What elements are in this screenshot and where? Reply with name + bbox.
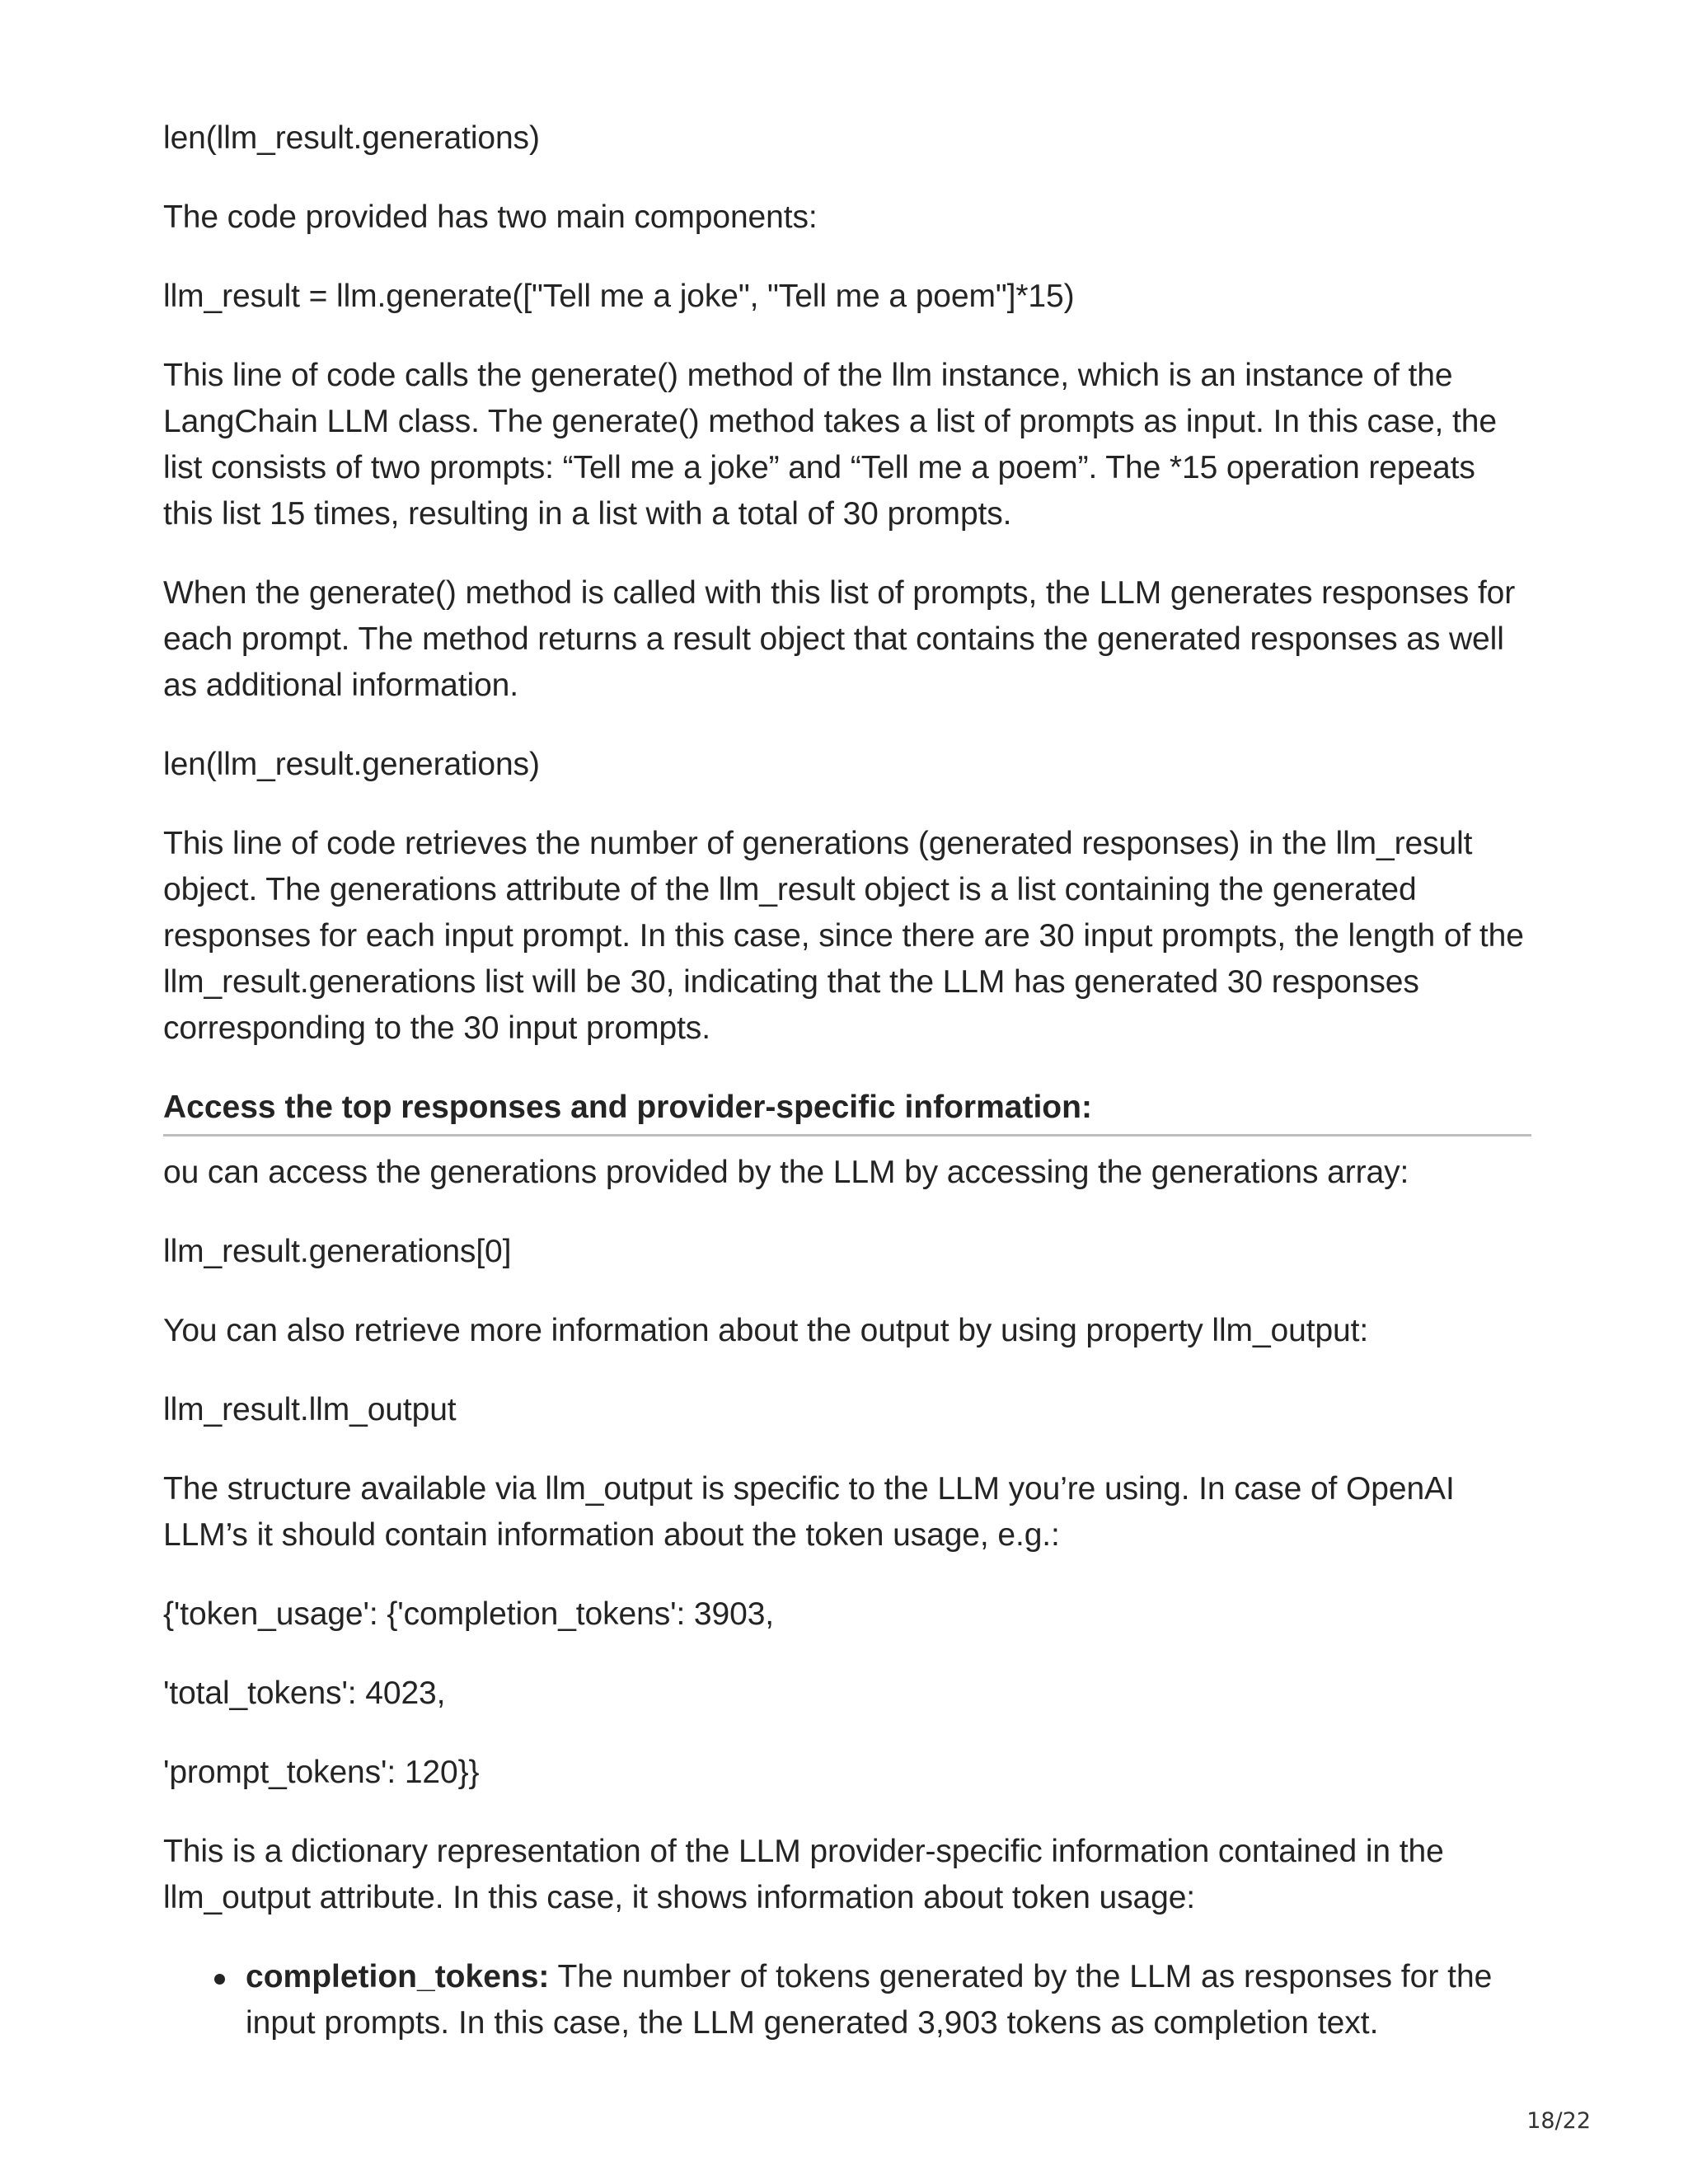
- bullet-icon: [214, 1974, 225, 1985]
- paragraph-intro: The code provided has two main components:: [163, 199, 818, 235]
- paragraph-len-explanation: This line of code retrieves the number of generations (generated responses) in the llm_result object. The generations attribute of the llm_result object is a list containing the generated responses for each input prompt. In this case, since there are 30 input prompts, the length of the llm_result.generations list will be 30, indicating that the LLM has generated 30 responses corresponding to the 30 input prompts.: [163, 826, 1524, 1046]
- bullet-text: The number of tokens generated by the LLM as responses for the input prompts. In this case, the LLM generated 3,903 tokens as completion text.: [246, 1959, 1493, 2041]
- paragraph-code-len-generations-2: len(llm_result.generations): [163, 747, 540, 782]
- paragraph-generate-explanation: This line of code calls the generate() method of the llm instance, which is an instance of the LangChain LLM class. The generate() method takes a list of prompts as input. In this case, the list consists of two prompts: “Tell me a joke” and “Tell me a poem”. The *15 operation repeats this list 15 times, resulting in a list with a total of 30 prompts.: [163, 358, 1497, 532]
- list-item: [246, 1954, 1531, 2046]
- page-number: 18/22: [1526, 2108, 1591, 2134]
- paragraph-dictionary-explanation: This is a dictionary representation of the LLM provider-specific information contained in the llm_output attribute. In this case, it shows information about token usage:: [163, 1834, 1444, 1915]
- paragraph-code-generate: llm_result = llm.generate(["Tell me a joke", "Tell me a poem"]*15): [163, 279, 1075, 314]
- paragraph-code-llm-output: llm_result.llm_output: [163, 1392, 457, 1427]
- paragraph-llm-output-structure: The structure available via llm_output is specific to the LLM you’re using. In case of OpenAI LLM’s it should contain information about the token usage, e.g.:: [163, 1471, 1455, 1553]
- paragraph-code-len-generations: len(llm_result.generations): [163, 120, 540, 156]
- token-usage-list: [163, 1954, 1531, 2046]
- bullet-term: completion_tokens:: [246, 1959, 550, 1994]
- paragraph-llm-output-intro: You can also retrieve more information about the output by using property llm_output:: [163, 1313, 1369, 1348]
- document-page: [163, 115, 1531, 2046]
- paragraph-code-generations-index: llm_result.generations[0]: [163, 1234, 512, 1269]
- section-heading: Access the top responses and provider-specific information:: [163, 1085, 1531, 1137]
- paragraph-generate-result: When the generate() method is called with this list of prompts, the LLM generates responses for each prompt. The method returns a result object that contains the generated responses as well as additional information.: [163, 575, 1516, 703]
- paragraph-code-token-usage: {'token_usage': {'completion_tokens': 3903,: [163, 1596, 775, 1632]
- paragraph-code-prompt-tokens: 'prompt_tokens': 120}}: [163, 1755, 480, 1790]
- paragraph-access-generations: ou can access the generations provided by the LLM by accessing the generations array:: [163, 1155, 1409, 1190]
- paragraph-code-total-tokens: 'total_tokens': 4023,: [163, 1675, 446, 1711]
